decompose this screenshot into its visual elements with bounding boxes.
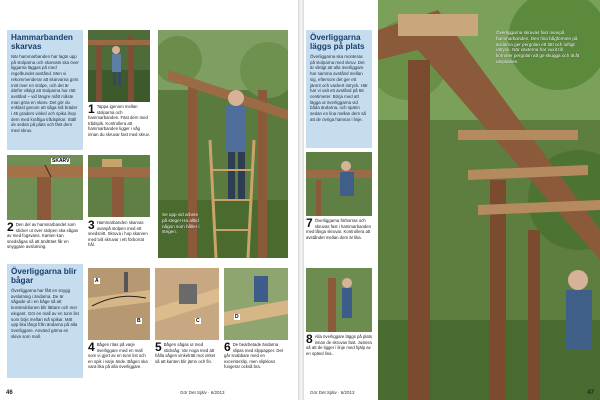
- left-page: [0, 0, 298, 400]
- left-footer: Gör Det Själv · 6/2013: [180, 390, 225, 395]
- intro-body: När hammarbanden har lagts upp på stolparna och skarvats ska över liggarna läggas på med regelbundet avstånd. Men vi rekommenderar att skarvarna görs mitt över en stolpe, och det är därför viktigt att stolparna har rätt avstånd – vid längre mått måste man göra en skarv. Det gör du enklast genom att såga två bräder i 45 graders vinkel och spika ihop dem med kraftiga trådspikar. Ställ de sedan på plats och fäst dem med skruv.: [11, 54, 79, 134]
- caption-7-number: 7: [306, 218, 313, 230]
- caption-8-text: Alla överliggare läggs på plats innan de skruvas fast. Justera så att de ligger i linje med hjälp av en spänd lina.: [306, 334, 372, 356]
- placed-heading: Överliggarna läggs på plats: [310, 33, 365, 51]
- caption-3-number: 3: [88, 220, 95, 232]
- photo-step-6: [224, 268, 288, 340]
- caption-8-number: 8: [306, 334, 313, 346]
- bagar-body: Överliggarna har fått en snygg avslutning i ändarna. De är sågade ut i en båge så att konstruktionen blir lättare och mer elegant. Gör en mall av en tunn list som böjs mellan två spikar. Mät upp lika långt från ändarna på alla överliggare. Använd gärna en skiva som mall.: [11, 288, 79, 339]
- placed-body: Överliggarna ska monteras på stolparna med skruv. Det är viktigt att alla överliggare har samma avstånd mellan sig, eftersom det ger ett jämnt och vackert intryck. Här har vi valt ett avstånd på 58 centimeter. Börja med att lägga ut överliggarna vid båda ändarna, och spänn sedan en lina mellan dem så att de övriga hamnar i linje.: [310, 54, 368, 122]
- caption-8: [306, 334, 372, 384]
- caption-5: [155, 342, 219, 386]
- caption-3: [88, 220, 150, 260]
- safety-overlay-text: Se upp vid arbete på stege! Ha alltid någon som håller i stegen.: [162, 212, 200, 235]
- letter-a: A: [95, 278, 99, 284]
- photo-pergola-hero: [378, 0, 600, 400]
- caption-4: [88, 342, 150, 386]
- caption-3-text: Hammarbanden skarvas ovanpå stolpen med ett snedsnitt. Skruva i hop skarven med två skruvar i ett förborrat hål.: [88, 220, 148, 248]
- photo-skarv: [7, 155, 83, 220]
- caption-1-number: 1: [88, 104, 95, 116]
- placed-text-box: [306, 30, 372, 148]
- photo-step-4: [88, 268, 150, 340]
- caption-1: [88, 104, 150, 150]
- intro-text-box: [7, 30, 83, 150]
- caption-2-number: 2: [7, 222, 14, 234]
- photo-step-7: [306, 152, 372, 216]
- hero-overlay-text: Överliggarna skruvas fast ovanpå hammarbanden. Den fina bågformen på ändarna ger pergolan ett lätt och luftigt uttryck. När växterna har vuxit till kommer pergolan att ge skugga och lä åt uteplatsen.: [496, 30, 580, 64]
- caption-6-text: De bearbetade ändarna slipas med slippapper. Det går snabbare med en excenterslip, men slipkloss fungerar också bra.: [224, 342, 284, 370]
- caption-6-number: 6: [224, 342, 231, 354]
- letter-d: D: [235, 314, 239, 320]
- right-page: [304, 0, 600, 400]
- letter-c: C: [196, 318, 200, 324]
- caption-4-text: Bågen ritas på varje överliggare med en mall som vi gjort av en tunn list och en spik i varje ände. Bågen ska vara lika på alla överliggare.: [88, 342, 148, 370]
- caption-2: [7, 222, 83, 258]
- letter-b: B: [137, 318, 141, 324]
- caption-6: [224, 342, 288, 386]
- right-page-number: 47: [587, 390, 594, 396]
- skarv-label: SKARV: [52, 158, 70, 164]
- photo-ladder-worker-small: [88, 30, 150, 102]
- caption-7: [306, 218, 372, 264]
- caption-5-number: 5: [155, 342, 162, 354]
- left-page-number: 46: [6, 390, 13, 396]
- photo-joint: [88, 155, 150, 217]
- caption-5-text: Bågen sågas ut med sticksåg. Var noga med att hålla sågen vinkelrätt mot virket så att kanten blir jämn och fin.: [155, 342, 216, 364]
- caption-2-text: Den del av hammarbandet som sticker ut över stolpen ska sågas av med fogsvans. Kanten kan snedsågas så att ändträet får en snyggare avslutning.: [7, 222, 79, 250]
- intro-heading: Hammarbanden skarvas: [11, 33, 73, 51]
- caption-1-text: Tappa igenom mellan stolparna och hammarbanden. Fäst dem med trådspik. Kontrollera att hammarbanden ligger i våg innan du skruvar fast med skruv.: [88, 104, 150, 137]
- photo-step-8: [306, 268, 372, 332]
- caption-4-number: 4: [88, 342, 95, 354]
- photo-ladder-worker-large: [158, 30, 288, 258]
- photo-step-5: [155, 268, 219, 340]
- bagar-heading: Överliggarna blir bågar: [11, 267, 77, 285]
- right-footer: Gör Det Själv · 6/2013: [310, 390, 355, 395]
- caption-7-text: Överliggarna förborras och skruvas fast i hammarbanden med långa skruvar. Kontrollera att avståndet mellan dem är lika.: [306, 218, 372, 240]
- bagar-text-box: [7, 264, 83, 378]
